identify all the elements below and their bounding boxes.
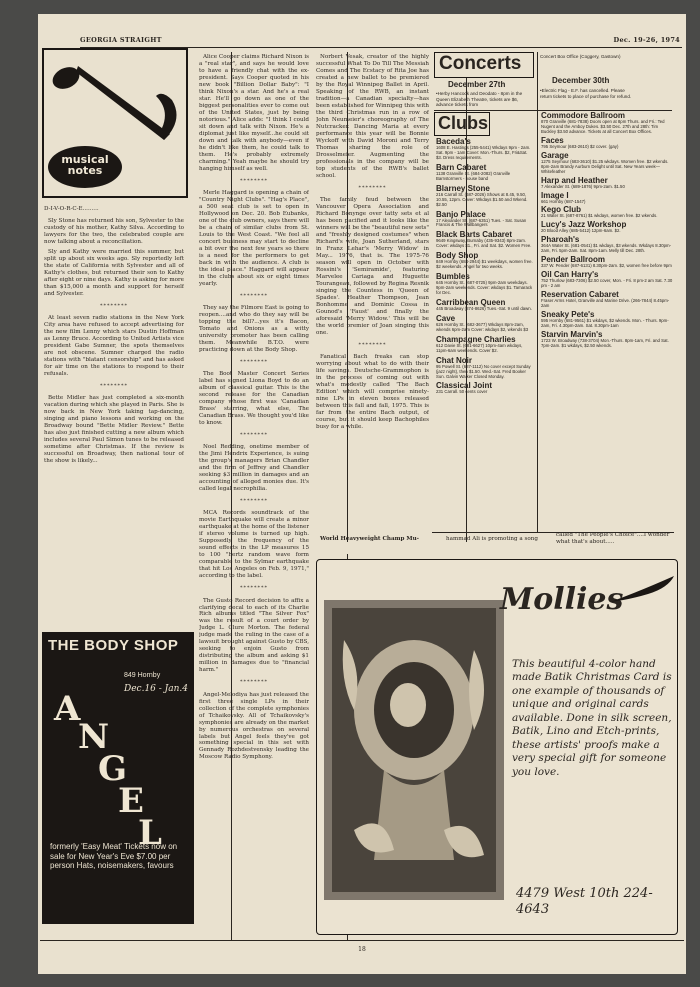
club-detail: 231 Carrall. 50 cents cover xyxy=(436,389,488,395)
club-detail: Fraser Arms Hotel, Granville and Marine Drive. (266-7844) 8.45pm-2am xyxy=(541,298,670,308)
club-name: Faces xyxy=(541,135,564,145)
concerts-center-rule xyxy=(537,52,538,532)
logo-line2: notes xyxy=(67,164,103,177)
club-listing xyxy=(541,256,673,269)
club-name: Harp and Heather xyxy=(541,175,608,185)
body-shop-ad xyxy=(42,632,194,924)
club-name: Black Barts Cabaret xyxy=(436,230,513,240)
club-name: Commodore Ballroom xyxy=(541,111,626,120)
club-name: Garage xyxy=(541,150,569,160)
club-listing xyxy=(436,315,534,333)
club-name: Barn Cabaret xyxy=(436,162,487,172)
club-detail: 95 Powell St. (687-1112) No cover except Sunday (jazz night), then $1.50. Wed.-Sat. Fred Booker Sun. Galvin Walker Closed Monday. xyxy=(436,363,531,379)
club-detail: 1608 E. Hastings (255-5441) Wkdays 9pm - 2am. Sat. 9pm - 1am Cover: Mon.-Thurs. $2, Fri&Sat. $3. Dress requirements. xyxy=(436,145,531,160)
club-name: Baceda's xyxy=(436,137,471,146)
club-detail: 849 Hornby (684-2944) $1 weekdays, women free. $2 weekends. Angel for two weeks. xyxy=(436,259,533,270)
club-listing xyxy=(436,299,534,312)
club-detail: 1275 Seymour (683-3610) $1.25 wkdays. Women free. $2 wkends. 8pm-2am Brandy Aurburn Delight until Sat. New Years week— Whitefeather xyxy=(541,158,669,174)
clubs-title: Clubs xyxy=(434,112,490,136)
club-detail: 1723 W. Broadway (738-3704) Mon.-Thurs. 8pm-1am, Fri. and Sat. 7pm-2am. $1 wkdays, $2.50 wkends. xyxy=(541,337,669,348)
musical-notes-logo xyxy=(42,48,188,198)
club-detail: 337 W. Pender (687-6131) 8.30pm-2am. $2, women free before 9pm xyxy=(541,263,672,269)
separator: ******** xyxy=(240,679,268,686)
club-name: Pender Ballroom xyxy=(541,255,606,265)
angel-letter: G xyxy=(98,749,128,789)
club-listing xyxy=(436,138,534,161)
ali-item-part-a: World Heavyweight Champ Mu- xyxy=(320,536,419,542)
club-detail: 17 Alexander St. (687-6351) Tues. - Sat. Susan Francis & The Wallbangers xyxy=(436,217,527,228)
separator: ******** xyxy=(100,302,128,309)
club-listing xyxy=(541,311,673,329)
club-name: Lucy's Jazz Workshop xyxy=(541,220,627,230)
alice-cooper-item: Alice Cooper claims Richard Nixon is a "real star", and says he would love to have a friendly chat with the ex-president. Says Cooper quoted in his new book "Billion Dollar Baby": "I think Nixon's a star. And he's a real star. He'll go down as one of the biggest personalities ever to come out of the United States, just by being notorious." Alice adds: "I think I could sit down and talk with Nixon. He's a diplomat just like myself...he could sit down and talk with anybody—even if he didn't like them, he could talk to them. He's probably extremely charming." Yeah maybe he should try hanging himself as well. xyxy=(199,54,309,172)
club-listing xyxy=(541,206,673,219)
club-detail: 661 Hornby (687-1547) xyxy=(541,198,586,204)
separator: ******** xyxy=(358,184,387,191)
ali-item-part-b: hammad Ali is promoting a song xyxy=(446,536,538,542)
sly-stone-item: Sly Stone has returned his son, Sylvester to the custody of his mother, Kathy Silva. According to lawyers for the two, the celebrated couple are now talking about a reconciliation. xyxy=(44,217,184,245)
norbert-vesak-item: Norbert Vesak, creator of the highly successful What To Do Till The Messiah Comes and The Ecstacy of Rita Joe has created a new ballet to be premiered by the Royal Winnipeg Ballet in April. Speaking of the RWB, an instant tradition—a Canadian specialty—has been established for Winnipeg this with the third Christmas run in a row of John Neumeier's choreography of The Nutcracker. Dancing Maria at every performance this year will be Bonnie Wyckoff with David Moroni and Terry Thomas sharing the role of Drosselmeier. Augmenting the professionals in the company will be top students of the RWB's ballet school. xyxy=(316,54,429,179)
club-listing xyxy=(541,137,673,150)
club-detail: 216 Carrall St. (687-2026) Shows at 8.45, 9.50, 10.55, 12pm. Cover: Wkdays $1.50 and Wkend. $2.50 xyxy=(436,191,528,207)
concert-date-2: December 30th xyxy=(552,76,610,85)
club-listing xyxy=(436,164,534,182)
club-name: Blarney Stone xyxy=(436,183,490,193)
footer-rule xyxy=(40,940,684,941)
club-listing xyxy=(436,252,534,270)
separator: ******** xyxy=(240,498,268,505)
bette-midler-item: Bette Midler has just completed a six-month vacation during which she played in Paris. She is now back in New York taking tap-dancing, singing and piano lessons and working on the Broadway bound "Bette Midler Review." Bette has also just finished cutting a new album which includes several Paul Simon tunes to be released sometime after Christmas. If the review is successful on Broadway, then national tour of the show is likely... xyxy=(44,395,184,465)
club-detail: 364A Water St. (681-0541) $1 wkdays, $3 wkends. Wkdays 8.30pm-2am, Fri. 5pm-2am. Sat. 8pm-1am. Melly till Dec. 28th. xyxy=(541,243,672,254)
publication-name: GEORGIA STRAIGHT xyxy=(80,36,162,44)
concerts-title: Concerts xyxy=(434,52,534,78)
concert-date-1-text: •Herby Hancock and Deodato - 8pm in the Queen Elizabeth Theatre, tickets are $6, advance tickets from xyxy=(436,91,523,107)
club-listing xyxy=(436,382,534,395)
separator: ******** xyxy=(240,585,268,592)
separator: ******** xyxy=(358,341,387,348)
clubs-list-left xyxy=(436,138,534,398)
angel-letter: L xyxy=(138,813,162,853)
club-name: Oil Can Harry's xyxy=(541,270,599,280)
earthquake-item: MCA Records soundtrack of the movie Earthquake will create a minor earthquake at the home of the listener if stereo volume is turned up high. Supposedly the frequency of the sound effects in the LP measures 15 to 100 "hertz random wave form comparable to the Sylmar earthquake that hit Los Angeles on Feb. 9, 1971," according to the label. xyxy=(199,510,309,580)
club-listing xyxy=(436,336,534,354)
batik-card-image xyxy=(324,600,504,900)
club-name: Kego Club xyxy=(541,205,581,215)
club-name: Starvin Marvin's xyxy=(541,329,603,339)
newspaper-page xyxy=(38,14,686,974)
body-shop-dates: Dec.16 - Jan.4 xyxy=(124,684,189,694)
club-listing xyxy=(541,112,673,135)
club-listing xyxy=(541,271,673,289)
club-detail: 7 Alexander St. (689-1876) 9pm-2am. $1.50 xyxy=(541,183,625,189)
club-listing xyxy=(541,291,673,309)
separator: ******** xyxy=(240,292,268,299)
club-name: Cave xyxy=(436,313,456,323)
body-shop-address: 849 Hornby xyxy=(124,672,161,679)
logo-line1: musical xyxy=(61,153,109,166)
merle-haggard-item: Merle Haggard is opening a chain of "Country Night Clubs". "Hag's Place", a 500 seat club is set to open in Hollywood on Dec. 20. Bob Eubanks, one of the club owners, says there will be a chain of similar clubs from St. Louis to the West Coast. "We feel all concert business may start to decline a bit over the next few years so there is a need for the performers to get back in with the audience. A club is the ideal place." Haggard will appear in the clubs about six or eight times yearly. xyxy=(199,189,309,287)
club-name: Image I xyxy=(541,190,569,200)
club-listing xyxy=(541,331,673,349)
boot-master-item: The Boot Master Concert Series label has signed Liona Boyd to do an album of classical guitar. This is the second release for the Canadian company whose first was 'Canadian Brass' starring, what else, The Canadian Brass. We thought you'd like to know. xyxy=(199,371,309,427)
gusto-records-item: The Gusto Record decision to affix a clarifying decal to each of its Charlie Rich albums titled "The Silver Fox" was the result of a court order by Judge L. Clure Morton. The federal judge made the ruling in the case of a lawsuit brought against Gusto by CBS, seeking to enjoin Gusto from distributing the album and asking $1 million in damages due to "financial harm." xyxy=(199,597,309,674)
angel-letter: N xyxy=(78,717,110,757)
club-detail: 1138 Granville St. (684-2082) Granville Barnstormers - house band xyxy=(436,170,511,181)
club-name: Banjo Palace xyxy=(436,209,486,219)
noel-redding-item: Noel Redding, onetime member of the Jimi Hendrix Experience, is suing the group's managers Brian Chandler and the firm of Jeffrey and Chandler seeking $3 million in damages and an accounting of alleged monies due. It's called legal necrophilia. xyxy=(199,444,309,493)
club-listing xyxy=(436,273,534,296)
feather-quill-icon xyxy=(608,574,678,604)
separator: ******** xyxy=(240,177,268,184)
club-name: Body Shop xyxy=(436,251,479,261)
angel-melodiya-item: Angel-Melodiya has just released the first three single LPs in their collection of the complete symphonies of Tchaikovsky. All of Tchaikovsky's symphonies are already on the market by numerous orchestras on several labels but Angel feels they've got something special in this set with Gennady Rozhdestvensky leading the Moscow Radio Symphony. xyxy=(199,691,309,761)
column-1 xyxy=(44,206,184,626)
club-name: Classical Joint xyxy=(436,381,493,391)
separator: ******** xyxy=(240,432,268,439)
sly-stone-item-2: Sly and Kathy were married this summer, but split up about six weeks ago. Sly reportedly left the state of California with Sylvester and all of Kathy's clothes, but returned their son to Kathy after eight or nine days. Kathy is asking for more than $15,000 a month and support for herself and Sylvester. xyxy=(44,248,184,297)
batik-illustration xyxy=(324,600,504,900)
filmore-east-item: They say the Filmore East is going to reopen....and who do they say will be topping the bill?...yes it's Bacon, Tomato and Onions as a witty university promoter has been calling them. Meanwhile B.T.O. were practicing down at the Body Shop. xyxy=(199,305,309,353)
club-listing xyxy=(541,192,673,205)
concert-date-1: December 27th xyxy=(448,80,506,89)
club-name: Chat Noir xyxy=(436,355,472,365)
club-listing xyxy=(436,185,534,208)
mollies-description: This beautiful 4-color hand made Batik Christmas Card is one example of thousands of unique and original cards available. Done in silk screen, Batik, Lino and Etch-prints, these artists' proofs make a very special gift for someone you love. xyxy=(512,658,672,778)
angel-letter: E xyxy=(118,781,144,821)
club-detail: 445 Broadway (874-8626) Tues.-Sat. 9 until dawn. xyxy=(436,305,532,311)
club-detail: 645 Hornby St. (687-0725) 9pm-2am weekdays. 9pm-2am weekends. Cover: wkdays $1. Tamarack for Dec. xyxy=(436,280,533,295)
club-detail: 21 Water St. (687-8761) $1 wkdays, women free. $2 wkends. xyxy=(541,213,658,219)
club-name: Reservation Cabaret xyxy=(541,290,619,299)
bach-edition-item: Fanatical Bach freaks can stop worrying about what to do with their life savings. Deutsche-Grammophon is in the process of coming out with what's modestly called 'The Bach Edition' which will comprise ninety-nine LPs in eleven boxes released between this fall and fall, 1975. This is far from the entire Bach output, of course, but it should keep Bachophiles busy for a while. xyxy=(316,353,429,430)
club-name: Bumbles xyxy=(436,272,470,282)
separator: ******** xyxy=(100,382,128,389)
lenny-item: At least seven radio stations in the New York City area have refused to accept advertising for the new film Lenny which stars Dustin Hoffman as Lenny Bruce. According to United Artists vice president Gabe Sumner, the spots themselves are not obscene. Sumner charged the radio stations with "blatant censorship" and has asked for air time on the stations to respond to their refusals. xyxy=(44,315,184,377)
club-listing xyxy=(436,211,534,229)
mollies-title: Mollies xyxy=(500,582,624,617)
club-listing xyxy=(541,221,673,234)
angel-letter: A xyxy=(54,689,81,729)
concert-top-right: Concert Box Office (Coggery, Gastown) xyxy=(540,54,621,59)
club-listing xyxy=(541,177,673,190)
body-shop-details: formerly 'Easy Meat' Tickets now on sale for New Year's Eve $7.00 per person Hats, noisemakers, favours xyxy=(50,842,178,871)
musical-notes-badge xyxy=(48,146,122,188)
club-listing xyxy=(541,236,673,254)
club-name: Sneaky Pete's xyxy=(541,309,595,319)
club-detail: 626 Hornby St. (682-3677) Wkdays 8pm-2am, wkends 6pm-2am Cover: wkdays $2, wkends $3 xyxy=(436,321,529,332)
opera-association-item: The family feud between the Vancouver Opera Association and Richard Bonynge over tatty sets et al has been pacified and it looks like the winners will be the "beautiful new sets" and "freshly designed costumes" when Richard's wife, Joan Sutherland, stars in Franz Lehar's 'Merry Widow' in May... 1976, that is. The 1975-76 season will open in October with Rossini's 'Semiramide', featuring Marvelee Cariaga and Huguette Tourangeau, followed by Regina Resnik singing the Countess in 'Queen of Spades'. Heather Thompson, Jean Bonhomme and Dominic Cossa in Gounod's 'Faust' and finally the aforesaid 'Merry Widow.' This will be the world premier of Joan singing this one. xyxy=(316,196,429,336)
page-number: 18 xyxy=(358,946,366,953)
club-name: Carribbean Queen xyxy=(436,297,506,307)
club-name: Pharoah's xyxy=(541,235,580,245)
club-detail: 870 Granville (681-7838) Doors open at 8pm Thurs. and Fri.: Ted Nugent and the Amboy Dukes. $3.50 Dec. 27th and 28th: Tim Buckley $3.50 advance. Tickets at all Concert Box Offices. xyxy=(541,119,665,134)
club-detail: 612 Davie St. (681-6627) 10pm-4am wkdays, 11pm-6am weekends. Cover $2. xyxy=(436,342,523,353)
club-detail: 795 Seymour (683-2610) $2 cover. (gay) xyxy=(541,143,619,149)
club-detail: 595 Hornby (681-9561) $1 wkdays, $2 wkends. Mon. - Thurs. 9pm-2am, Fri. 4.30pm-2am. Sat. 8.30pm-1am xyxy=(541,317,669,328)
club-detail: 9649 Kingsway, Burnaby (435-9343) 8pm-2am. Cover: wkdays $1., Fri. and Sat. $2. Women Free. xyxy=(436,238,532,249)
club-listing xyxy=(541,152,673,175)
club-listing xyxy=(436,357,534,380)
concert-date-2-text: •Electric Flag - E.F. has cancelled. Please return tickets to place of purchase for refund. xyxy=(540,88,632,99)
club-detail: 20 Blood Alley (685-5412) 12pm-6am. $2. xyxy=(541,228,621,234)
mollies-address: 4479 West 10th 224-4643 xyxy=(516,886,653,917)
club-detail: 752 Thurlow (683-7306) $2.50 cover, Mon. - Fri. 8 pm-2 am Sat. 7.30 pm - 2 am xyxy=(541,278,673,289)
column-3 xyxy=(316,54,429,544)
issue-date: Dec. 19-26, 1974 xyxy=(613,36,680,44)
club-name: Champagne Charlies xyxy=(436,334,516,344)
divorce-header: D-I-V-O-R-C-E......... xyxy=(44,206,99,212)
club-listing xyxy=(436,231,534,249)
column-2 xyxy=(199,54,309,944)
ali-item-part-c: called "The People's Choice"....I wonder what that's about..... xyxy=(556,532,670,545)
body-shop-title: THE BODY SHOP xyxy=(48,637,179,654)
clubs-list-right xyxy=(541,112,673,351)
separator: ******** xyxy=(240,358,268,365)
